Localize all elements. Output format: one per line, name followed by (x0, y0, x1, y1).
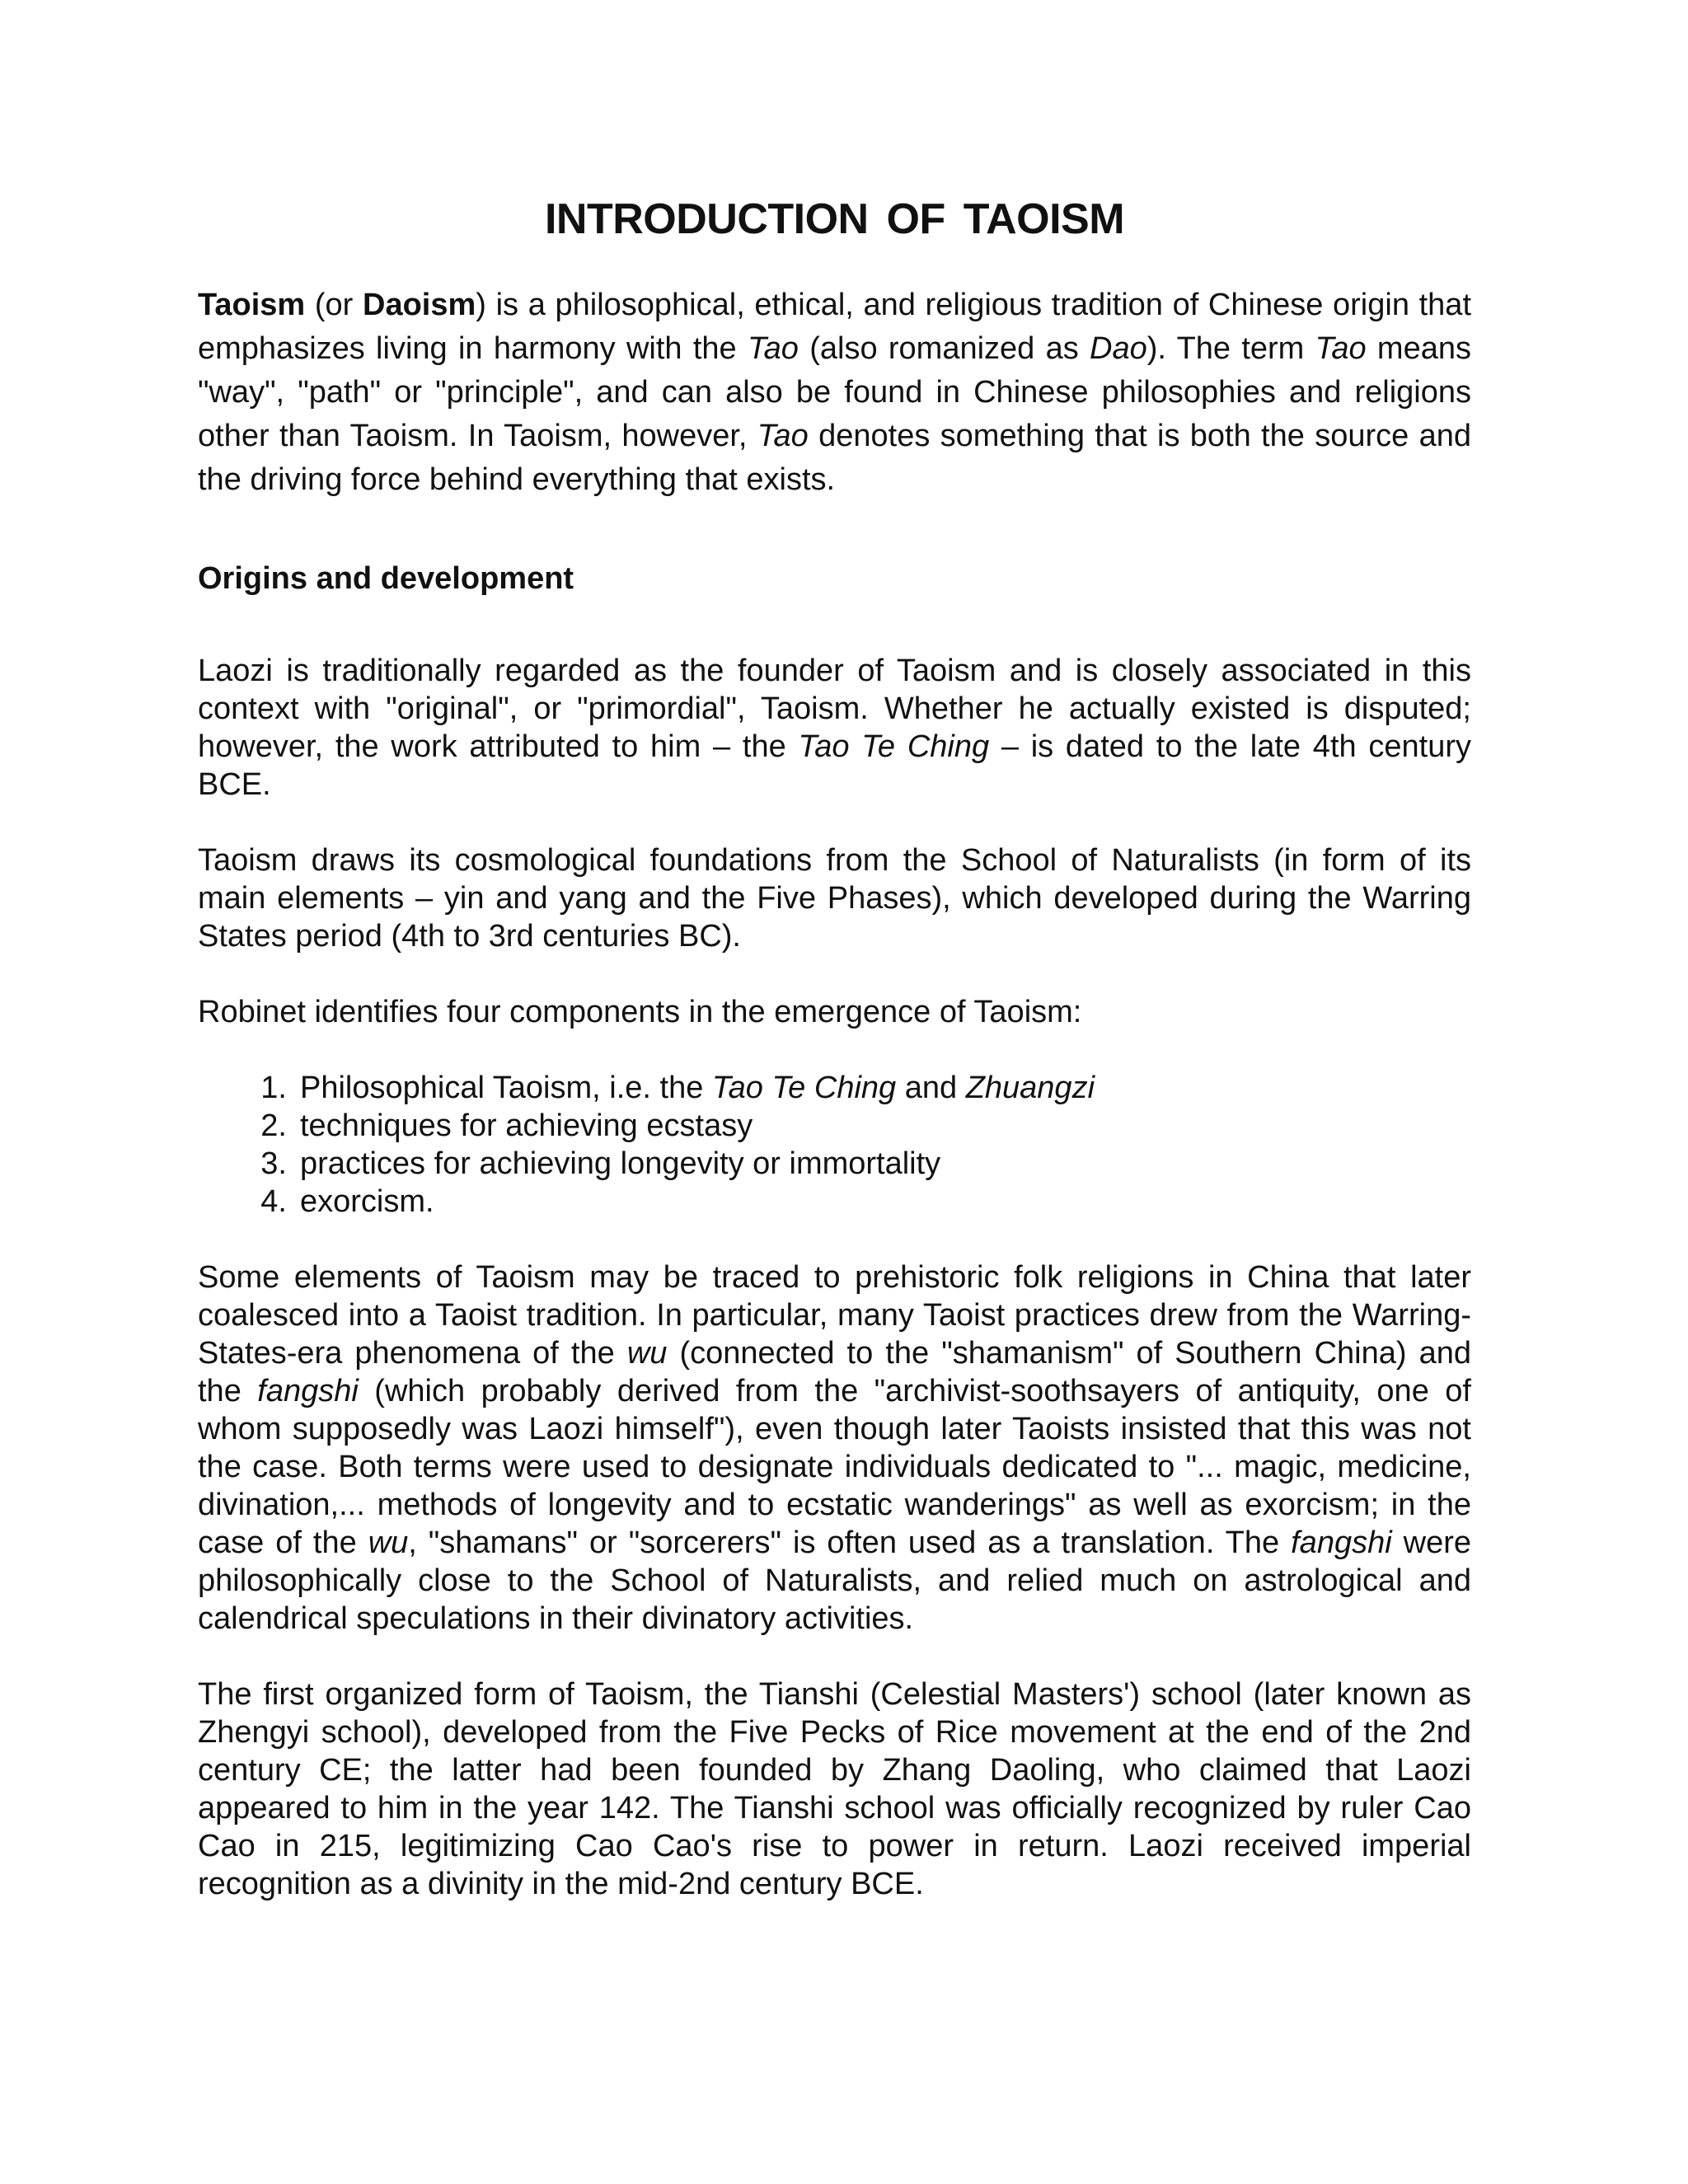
document-body (198, 194, 1471, 1941)
section-heading: Origins and development (198, 561, 574, 596)
elements-paragraph: Some elements of Taoism may be traced to prehistoric folk religions in China that later coalesced into a Taoist tradition. In particular, many Taoist practices drew from the Warring-States-era phenomena of the wu (connected to the "shamanism" of Southern China) and the fangshi (which probably derived from the "archivist-soothsayers of antiquity, one of whom supposedly was Laozi himself"), even though later Taoists insisted that this was not the case. Both terms were used to designate individuals dedicated to "... magic, medicine, divination,... methods of longevity and to ecstatic wanderings" as well as exorcism; in the case of the wu, "shamans" or "sorcerers" is often used as a translation. The fangshi were philosophically close to the School of Naturalists, and relied much on astrological and calendrical speculations in their divinatory activities. (198, 1260, 1472, 1636)
laozi-paragraph: Laozi is traditionally regarded as the founder of Taoism and is closely associated in this context with "original", or "primordial", Taoism. Whether he actually existed is disputed; however, the work attributed to him – the Tao Te Ching – is dated to the late 4th century BCE. (198, 654, 1471, 802)
list-item (198, 1069, 1471, 1107)
intro-paragraph: Taoism (or Daoism) is a philosophical, ethical, and religious tradition of Chinese origin that emphasizes living in harmony with the Tao (also romanized as Dao). The term Tao means "way", "path" or "principle", and can also be found in Chinese philosophies and religions other than Taoism. In Taoism, however, Tao denotes something that is both the source and the driving force behind everything that exists. (198, 288, 1472, 497)
list-item (198, 1145, 1471, 1183)
list-item-text: practices for achieving longevity or immortality (300, 1146, 941, 1181)
list-item-text: techniques for achieving ecstasy (300, 1108, 753, 1143)
list-item-text: exorcism. (300, 1184, 434, 1219)
term-daoism: Daoism (363, 288, 476, 322)
list-item (198, 1183, 1471, 1221)
term-taoism: Taoism (198, 288, 306, 322)
page-title: INTRODUCTION OF TAOISM (544, 195, 1125, 243)
list-number: 2. (260, 1108, 287, 1143)
list-number: 3. (260, 1146, 287, 1181)
list-item-text: Philosophical Taoism, i.e. the Tao Te Ching and Zhuangzi (300, 1071, 1095, 1105)
list-item (198, 1107, 1471, 1145)
components-list (198, 1069, 1471, 1221)
cosmology-paragraph: Taoism draws its cosmological foundations from the School of Naturalists (in form of its main elements – yin and yang and the Five Phases), which developed during the Warring States period (4th to 3rd centuries BC). (198, 843, 1471, 954)
robinet-paragraph: Robinet identifies four components in the emergence of Taoism: (198, 995, 1082, 1029)
list-number: 4. (260, 1184, 287, 1219)
tianshi-paragraph: The first organized form of Taoism, the Tianshi (Celestial Masters') school (later known as Zhengyi school), developed from the Five Pecks of Rice movement at the end of the 2nd century CE; the latter had been founded by Zhang Daoling, who claimed that Laozi appeared to him in the year 142. The Tianshi school was officially recognized by ruler Cao Cao in 215, legitimizing Cao Cao's rise to power in return. Laozi received imperial recognition as a divinity in the mid-2nd century BCE. (198, 1677, 1471, 1901)
list-number: 1. (260, 1071, 287, 1105)
work-title: Tao Te Ching (798, 729, 990, 764)
